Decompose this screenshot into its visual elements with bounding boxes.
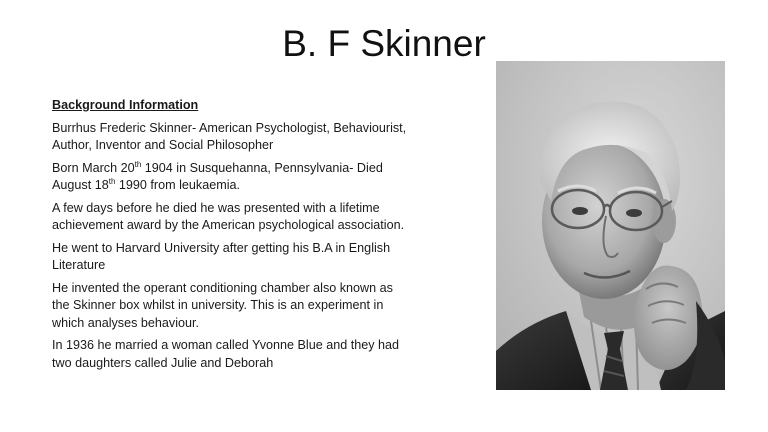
paragraph-line: the Skinner box whilst in university. This is an experiment in: [52, 298, 384, 312]
paragraph-family: [52, 337, 452, 372]
line-text: August 18: [52, 178, 109, 192]
paragraph-award: [52, 200, 452, 235]
paragraph-line: Author, Inventor and Social Philosopher: [52, 138, 274, 152]
ordinal-superscript: th: [108, 176, 116, 186]
paragraph-line: two daughters called Julie and Deborah: [52, 355, 274, 370]
paragraph-line: Literature: [52, 258, 106, 272]
paragraph-education: [52, 240, 452, 275]
paragraph-line: In 1936 he married a woman called Yvonne Blue and they had: [52, 338, 400, 352]
paragraph-line: achievement award by the American psychological association.: [52, 218, 405, 232]
line-text: 1990 from leukaemia.: [115, 178, 240, 192]
paragraph-birth-death: [52, 160, 452, 195]
paragraph-line: A few days before he died he was presented with a lifetime: [52, 200, 380, 215]
paragraph-line: Burrhus Frederic Skinner- American Psychologist, Behaviourist,: [52, 120, 407, 135]
paragraph-line: He invented the operant conditioning chamber also known as: [52, 280, 393, 295]
ordinal-superscript: th: [134, 159, 142, 169]
paragraph-line: He went to Harvard University after getting his B.A in English: [52, 240, 391, 255]
paragraph-line: which analyses behaviour.: [52, 315, 200, 330]
line-text: Born March 20: [52, 160, 135, 175]
paragraph-name-and-profession: [52, 120, 452, 155]
slide-body: [52, 97, 452, 377]
line-text: 1904 in Susquehanna, Pennsylvania- Died: [141, 160, 383, 175]
slide-title: B. F Skinner: [282, 23, 486, 64]
section-heading: Background Information: [52, 98, 199, 112]
paragraph-invention: [52, 280, 452, 333]
portrait-photo: [496, 61, 725, 390]
portrait-photo-icon: [496, 61, 725, 390]
